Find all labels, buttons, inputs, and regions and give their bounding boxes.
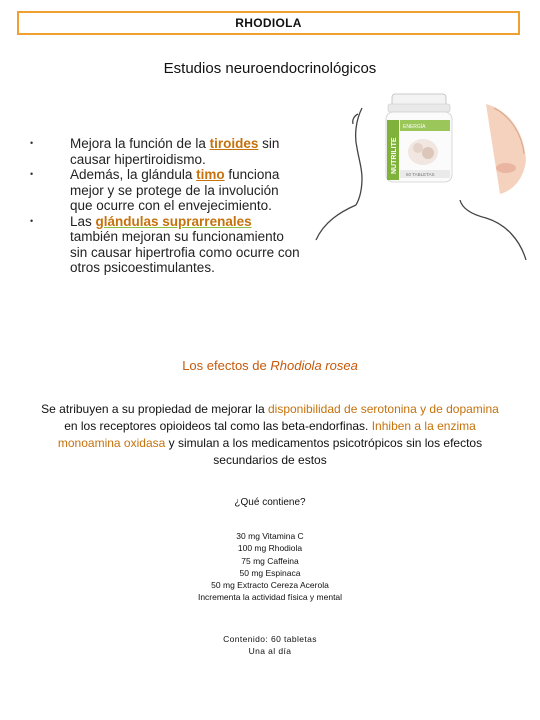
bullet-text: funciona mejor y se protege de la involución que ocurre con el envejecimiento. xyxy=(70,167,280,213)
bullet-item-timo xyxy=(30,167,300,214)
bullet-dot-icon: • xyxy=(30,169,34,179)
section-title-species: Rhodiola rosea xyxy=(270,358,358,373)
ingredients-list xyxy=(0,530,540,604)
bottle-label: ENERGÍA xyxy=(403,124,426,130)
paragraph-text: y simulan a los medicamentos psicotrópicos sin los efectos secundarios de estos xyxy=(165,436,483,467)
effects-paragraph xyxy=(40,401,500,469)
footer-info xyxy=(0,633,540,658)
bullet-highlight: timo xyxy=(196,167,225,182)
ingredient-item: 75 mg Caffeina xyxy=(241,555,299,566)
header-title: RHODIOLA xyxy=(235,16,302,30)
bullet-item-suprarrenales xyxy=(30,214,300,276)
bullet-text: Mejora la función de la xyxy=(70,136,210,151)
paragraph-highlight: Inhiben a la enzima monoamina oxidasa xyxy=(57,419,476,450)
bullet-text: sin causar hipertiroidismo. xyxy=(70,136,280,167)
product-bottle-icon xyxy=(386,94,452,182)
bullet-item-tiroides xyxy=(30,136,300,167)
bullet-text: también mejoran su funcionamiento sin causar hipertrofia como ocurre con otros psicoestimulantes. xyxy=(70,229,300,275)
section-title xyxy=(0,358,540,373)
face-closeup xyxy=(480,100,530,195)
page-title: Estudios neuroendocrinológicos xyxy=(163,60,377,77)
ingredient-item: 50 mg Extracto Cereza Acerola xyxy=(211,580,329,591)
bullet-dot-icon: • xyxy=(30,138,34,148)
bullet-text: Las xyxy=(70,213,96,229)
paragraph-text: Se atribuyen a su propiedad de mejorar la xyxy=(41,402,268,416)
ingredient-item: Incrementa la actividad física y mental xyxy=(197,592,343,603)
bullet-list xyxy=(30,136,300,276)
bullet-text: Además, la glándula xyxy=(70,167,197,182)
paragraph-highlight: disponibilidad de serotonina y de dopamina xyxy=(267,402,499,416)
bullet-dot-icon: • xyxy=(30,215,34,226)
footer-content-line: Contenido: 60 tabletas xyxy=(223,634,317,644)
footer-dosage-line: Una al día xyxy=(248,646,292,657)
section-title-prefix: Los efectos de xyxy=(182,358,271,373)
ingredient-item: 30 mg Vitamina C xyxy=(236,531,304,541)
bottle-brand: NUTRILITE xyxy=(391,137,398,174)
ingredient-item: 100 mg Rhodiola xyxy=(237,543,303,554)
contains-title: ¿Qué contiene? xyxy=(234,497,306,508)
body-illustration xyxy=(310,90,530,380)
header-banner xyxy=(17,11,520,35)
bottle-tab-text: 60 TABLETAS xyxy=(406,172,435,177)
ingredient-item: 50 mg Espinaca xyxy=(239,567,301,578)
paragraph-text: en los receptores opioideos tal como las beta-endorfinas. xyxy=(64,419,372,433)
bullet-highlight: glándulas suprarrenales xyxy=(95,213,252,229)
bullet-highlight: tiroides xyxy=(209,136,259,151)
